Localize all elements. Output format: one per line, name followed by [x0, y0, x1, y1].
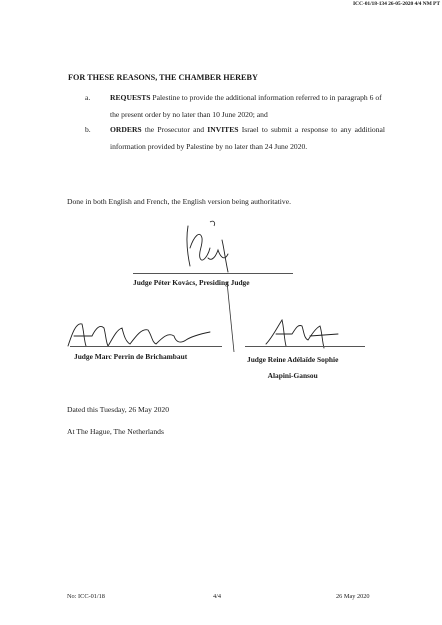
signature-kovacs [178, 218, 250, 276]
operative-item-b [85, 122, 385, 155]
item-verb: REQUESTS [110, 93, 151, 102]
operative-item-a [85, 90, 385, 123]
judge-name-line-1: Judge Reine Adélaïde Sophie [247, 355, 339, 364]
operative-heading: FOR THESE REASONS, THE CHAMBER HEREBY [68, 73, 258, 82]
item-body: Palestine to provide the additional information referred to in paragraph 6 of the present order by no later than 10 June 2020; and [110, 93, 382, 119]
signature-line [133, 273, 293, 274]
item-text [110, 90, 385, 123]
signature-brichambaut [64, 316, 224, 350]
dated-line: Dated this Tuesday, 26 May 2020 [67, 405, 170, 414]
footer-page-number: 4/4 [213, 593, 222, 600]
judge-alapini-gansou-name [247, 352, 338, 384]
signature-line [70, 346, 222, 347]
signature-line [245, 346, 365, 347]
item-body-part-1: the Prosecutor and [141, 125, 208, 134]
judge-name-line-2: Alapini-Gansou [267, 371, 318, 380]
item-marker: b. [85, 125, 91, 134]
authentic-language-statement: Done in both English and French, the English version being authoritative. [67, 197, 291, 206]
footer-case-number: No: ICC-01/18 [67, 593, 105, 600]
presiding-judge-name: Judge Péter Kovács, Presiding Judge [133, 278, 250, 287]
item-marker: a. [85, 93, 91, 102]
item-body-part-2: Israel to submit a response to any additional information provided by Palestine by no later than 24 June 2020. [110, 125, 385, 151]
judge-brichambaut-name: Judge Marc Perrin de Brichambaut [74, 352, 188, 361]
item-verb-2: INVITES [207, 125, 239, 134]
signature-stroke [225, 282, 239, 354]
document-reference: ICC-01/18-134 26-05-2020 4/4 NM PT [352, 1, 440, 7]
item-verb: ORDERS [110, 125, 142, 134]
item-text [110, 122, 385, 155]
place-line: At The Hague, The Netherlands [67, 427, 164, 436]
signature-alapini-gansou [262, 314, 342, 350]
footer-date: 26 May 2020 [336, 593, 370, 600]
